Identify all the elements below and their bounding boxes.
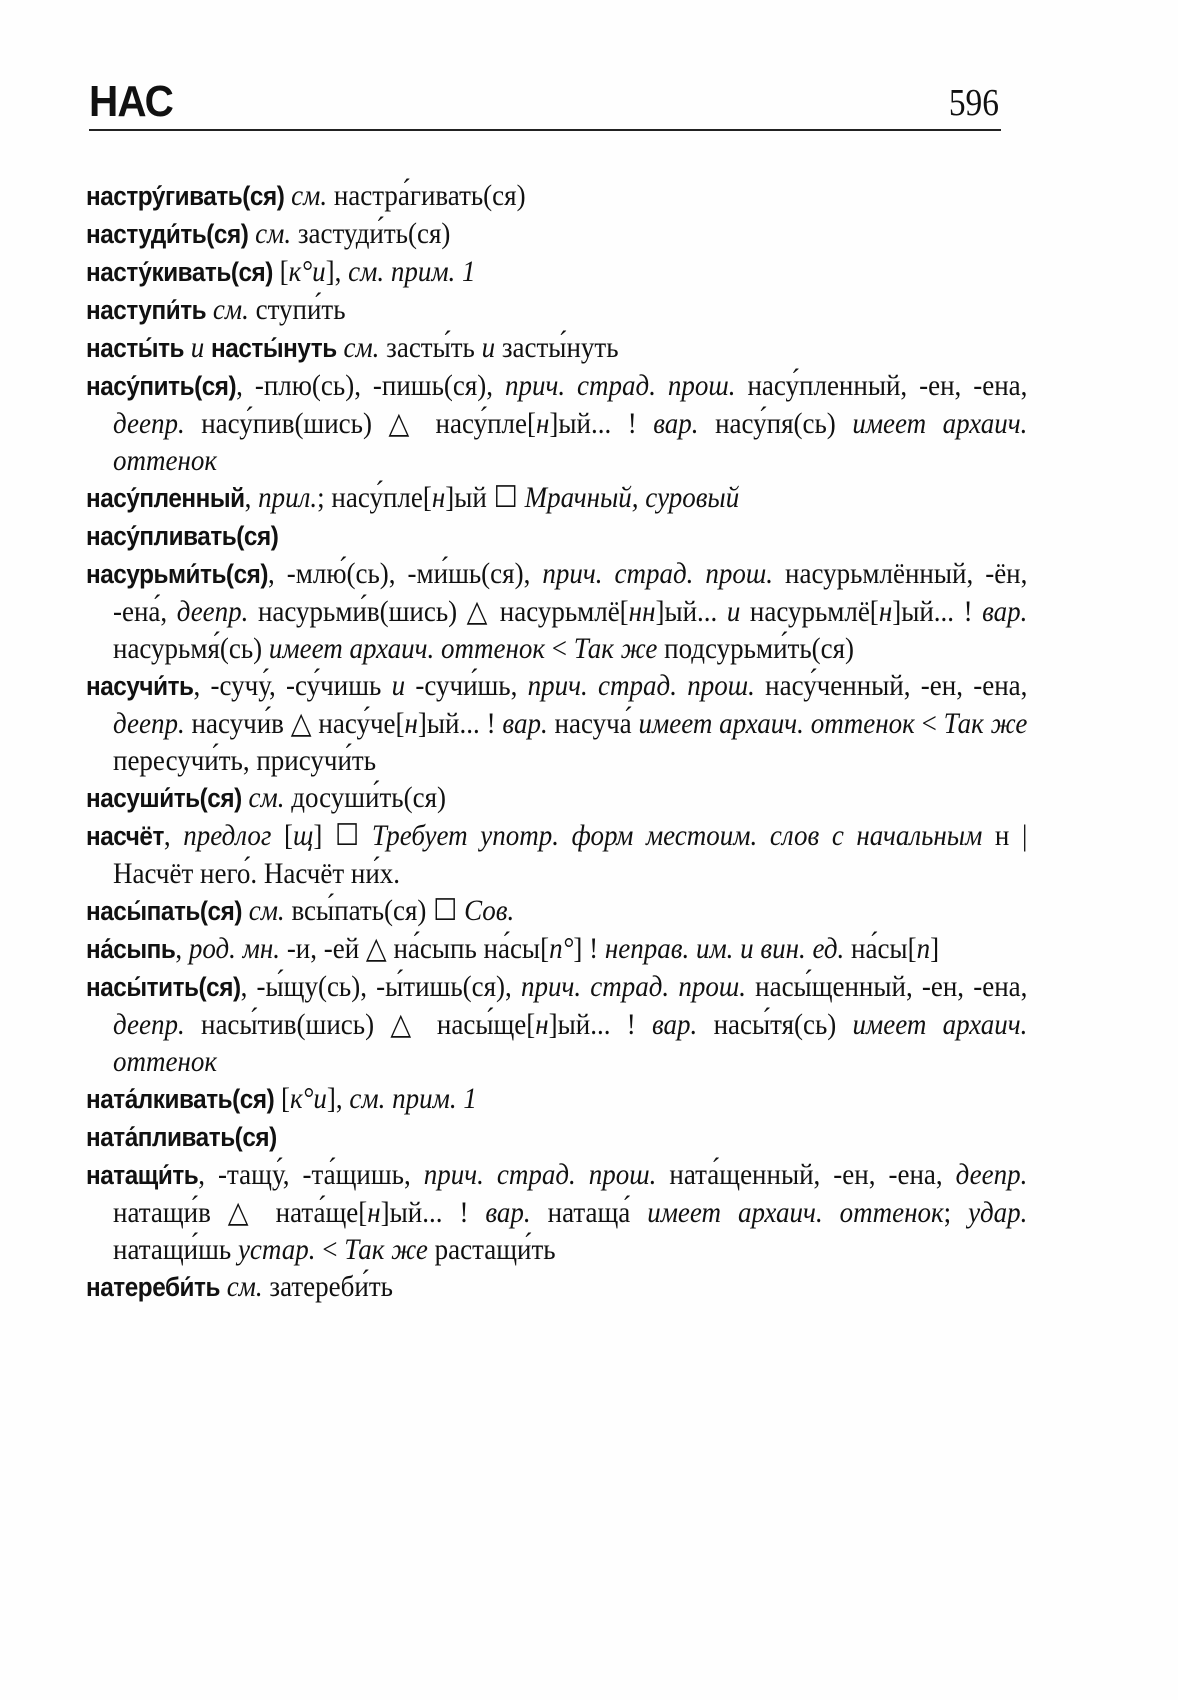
grammar-note: н	[535, 1008, 549, 1041]
grammar-note: имеет архаич. оттенок	[268, 632, 545, 665]
entry-text: ,	[244, 481, 259, 514]
headword: насты́нуть	[211, 333, 337, 363]
entry-text	[242, 781, 249, 814]
grammar-note: вар.	[653, 407, 699, 440]
dictionary-entry	[86, 667, 1027, 779]
grammar-note: см.	[248, 781, 285, 814]
entry-text: насурьмлё[	[740, 595, 879, 628]
entry-text: ]ый... !	[892, 595, 983, 628]
headword: насчёт	[86, 821, 164, 851]
entry-text: застуди́ть(ся)	[291, 217, 451, 250]
page-number: 596	[948, 82, 999, 124]
grammar-note: прич. страд. прош.	[542, 557, 774, 590]
grammar-note: Мрачный, суровый	[524, 481, 740, 514]
grammar-note: см.	[212, 293, 249, 326]
headword: насучи́ть	[86, 671, 194, 701]
grammar-note: см.	[248, 894, 285, 927]
dictionary-entry	[86, 779, 1027, 817]
grammar-note: имеет архаич. оттенок	[647, 1196, 944, 1229]
entry-text: насу́пив(шись) △ насу́пле[	[184, 407, 536, 440]
entry-text: , -плю(сь), -пишь(ся),	[236, 369, 505, 402]
entry-text: насу́пленный, -ен, -ена,	[735, 369, 1028, 402]
dictionary-entry	[86, 1118, 1027, 1156]
entry-text: насуча́	[547, 707, 639, 740]
grammar-note: предлог	[183, 819, 272, 852]
grammar-note: см.	[343, 331, 380, 364]
entry-text: досуши́ть(ся)	[284, 781, 446, 814]
grammar-note: см.	[255, 217, 292, 250]
grammar-note: к°и	[290, 1082, 327, 1115]
grammar-note: и	[190, 331, 205, 364]
dictionary-entry	[86, 367, 1027, 479]
entry-text: ] !	[573, 932, 605, 965]
entry-text: насы́щенный, -ен, -ена,	[745, 970, 1028, 1003]
grammar-note: п°	[549, 932, 574, 965]
grammar-note: и	[481, 331, 496, 364]
grammar-note: и	[726, 595, 741, 628]
grammar-note: вар.	[652, 1008, 698, 1041]
entry-text	[206, 293, 213, 326]
headword: насурьми́ть(ся)	[86, 559, 269, 589]
entry-text: ],	[325, 255, 349, 288]
entry-text: ] ☐	[313, 819, 372, 852]
grammar-note: Требует употр. форм местоим. слов с начальным	[371, 819, 983, 852]
dictionary-entry	[86, 479, 1027, 517]
header-rule	[89, 129, 1001, 131]
grammar-note: см.	[291, 179, 328, 212]
dictionary-entry	[86, 930, 1027, 968]
entry-text: всы́пать(ся) ☐	[284, 894, 465, 927]
entry-text: ната́щенный, -ен, -ена,	[656, 1158, 956, 1191]
entry-text: на́сы[	[844, 932, 917, 965]
headword: насы́тить(ся)	[86, 972, 241, 1002]
headword: настуди́ть(ся)	[86, 219, 249, 249]
entry-text: насурьмлённый, -ён, -ена́,	[113, 557, 1028, 628]
grammar-note: имеет архаич. оттенок	[638, 707, 915, 740]
entry-text: ]ый... !	[380, 1196, 486, 1229]
grammar-note: прич. страд. прош.	[520, 970, 746, 1003]
dictionary-entry	[86, 177, 1027, 215]
grammar-note: прич. страд. прош.	[423, 1158, 657, 1191]
headword: настру́гивать(ся)	[86, 181, 285, 211]
entry-text: [	[274, 1082, 291, 1115]
entry-text	[248, 217, 255, 250]
entry-text: ]ый... !	[549, 407, 654, 440]
grammar-note: н	[367, 1196, 381, 1229]
entry-text: насу́ченный, -ен, -ена,	[754, 669, 1028, 702]
entry-text: растащи́ть	[427, 1233, 556, 1266]
grammar-note: деепр.	[176, 595, 249, 628]
dictionary-entry	[86, 817, 1027, 892]
entry-text	[242, 894, 249, 927]
entry-text: насы́тя(сь)	[697, 1008, 853, 1041]
entry-text: , -сучу́, -су́чишь	[193, 669, 392, 702]
entry-text: [	[272, 255, 289, 288]
entry-text: -сучи́шь,	[405, 669, 528, 702]
entry-text: засты́нуть	[495, 331, 619, 364]
grammar-note: деепр.	[113, 407, 185, 440]
grammar-note: деепр.	[113, 1008, 185, 1041]
grammar-note: Так же	[573, 632, 658, 665]
dictionary-entry	[86, 291, 1027, 329]
entry-text: ]ый... !	[548, 1008, 653, 1041]
entry-text: насу́пя(сь)	[698, 407, 853, 440]
entry-text: ]ый ☐	[445, 481, 525, 514]
grammar-note: имеет архаич. оттенок	[113, 407, 1028, 477]
grammar-note: прич. страд. прош.	[504, 369, 736, 402]
grammar-note: удар.	[968, 1196, 1028, 1229]
headword: наступи́ть	[86, 295, 207, 325]
grammar-note: Сов.	[464, 894, 515, 927]
headword: насы́пать(ся)	[86, 896, 242, 926]
dictionary-entry	[86, 1080, 1027, 1118]
entry-text: ]	[930, 932, 940, 965]
dictionary-entry	[86, 215, 1027, 253]
headword: ната́лкивать(ся)	[86, 1084, 275, 1114]
entry-text	[204, 331, 211, 364]
grammar-note: см. прим. 1	[349, 1082, 477, 1115]
entry-text: ,	[163, 819, 184, 852]
headword: натащи́ть	[86, 1160, 199, 1190]
dictionary-entry	[86, 1268, 1027, 1306]
grammar-note: к°и	[288, 255, 326, 288]
headword: натереби́ть	[86, 1272, 220, 1302]
grammar-note: Так же	[344, 1233, 428, 1266]
entry-text: насучи́в △ насу́че[	[184, 707, 405, 740]
entry-text: засты́ть	[379, 331, 482, 364]
headword: насу́пить(ся)	[86, 371, 237, 401]
entry-text	[284, 179, 291, 212]
entry-text: , -млю́(сь), -ми́шь(ся),	[268, 557, 543, 590]
entry-text: пересучи́ть, присучи́ть	[113, 744, 377, 777]
grammar-note: см. прим. 1	[348, 255, 476, 288]
grammar-note: прич. страд. прош.	[527, 669, 755, 702]
grammar-note: вар.	[502, 707, 548, 740]
grammar-note: вар.	[982, 595, 1028, 628]
grammar-note: и	[391, 669, 406, 702]
headword: ната́пливать(ся)	[86, 1122, 277, 1152]
headword: на́сыпь	[86, 934, 176, 964]
dictionary-entry	[86, 329, 1027, 367]
entry-text: <	[315, 1233, 345, 1266]
entry-text: насурьми́в(шись) △ насурьмлё[	[248, 595, 629, 628]
dictionary-entry	[86, 968, 1027, 1080]
entry-text: , -ы́щу(сь), -ы́тишь(ся),	[240, 970, 521, 1003]
entry-text: натащи́шь	[113, 1233, 238, 1266]
grammar-note: прил.	[258, 481, 318, 514]
entry-text: ; насу́пле[	[317, 481, 432, 514]
entry-text: ,	[175, 932, 189, 965]
entry-text: ]ый... !	[417, 707, 503, 740]
entry-text: н | Насчёт него́. Насчёт ни́х.	[113, 819, 1028, 890]
headword: насуши́ть(ся)	[86, 783, 242, 813]
entry-text: насурьмя́(сь)	[113, 632, 269, 665]
page-header	[89, 78, 999, 128]
entry-text: ступи́ть	[248, 293, 346, 326]
dictionary-entry	[86, 1156, 1027, 1268]
headword: насту́кивать(ся)	[86, 257, 273, 287]
running-head: НАС	[89, 77, 173, 126]
dictionary-entries	[86, 177, 1028, 1306]
grammar-note: нн	[628, 595, 656, 628]
grammar-note: деепр.	[113, 707, 185, 740]
grammar-note: неправ. им. и вин. ед.	[604, 932, 845, 965]
grammar-note: устар.	[237, 1233, 316, 1266]
grammar-note: щ	[293, 819, 314, 852]
grammar-note: н	[536, 407, 550, 440]
dictionary-entry	[86, 555, 1027, 667]
dictionary-entry	[86, 892, 1027, 930]
entry-text: , -тащу́, -та́щишь,	[198, 1158, 424, 1191]
grammar-note: н	[431, 481, 446, 514]
entry-text: натащи́в △ ната́ще[	[113, 1196, 368, 1229]
headword: насу́пливать(ся)	[86, 521, 279, 551]
entry-text: ]ый...	[655, 595, 727, 628]
grammar-note: род. мн.	[188, 932, 281, 965]
grammar-note: п	[916, 932, 931, 965]
grammar-note: имеет архаич. оттенок	[113, 1008, 1028, 1078]
entry-text: <	[914, 707, 944, 740]
entry-text: настра́гивать(ся)	[327, 179, 526, 212]
entry-text: подсурьми́ть(ся)	[657, 632, 855, 665]
grammar-note: Так же	[943, 707, 1028, 740]
entry-text: ;	[943, 1196, 969, 1229]
grammar-note: н	[404, 707, 418, 740]
entry-text: -и, -ей △ на́сыпь на́сы[	[280, 932, 550, 965]
headword: насу́пленный	[86, 483, 245, 513]
headword: насты́ть	[86, 333, 185, 363]
entry-text: затереби́ть	[262, 1270, 393, 1303]
entry-text: насы́тив(шись) △ насы́ще[	[184, 1008, 536, 1041]
entry-text: натаща́	[530, 1196, 648, 1229]
dictionary-entry	[86, 253, 1027, 291]
entry-text: ],	[326, 1082, 350, 1115]
grammar-note: деепр.	[955, 1158, 1028, 1191]
grammar-note: вар.	[485, 1196, 531, 1229]
entry-text: <	[544, 632, 574, 665]
entry-text: [	[271, 819, 294, 852]
dictionary-entry	[86, 517, 1027, 555]
grammar-note: см.	[226, 1270, 263, 1303]
grammar-note: н	[878, 595, 893, 628]
